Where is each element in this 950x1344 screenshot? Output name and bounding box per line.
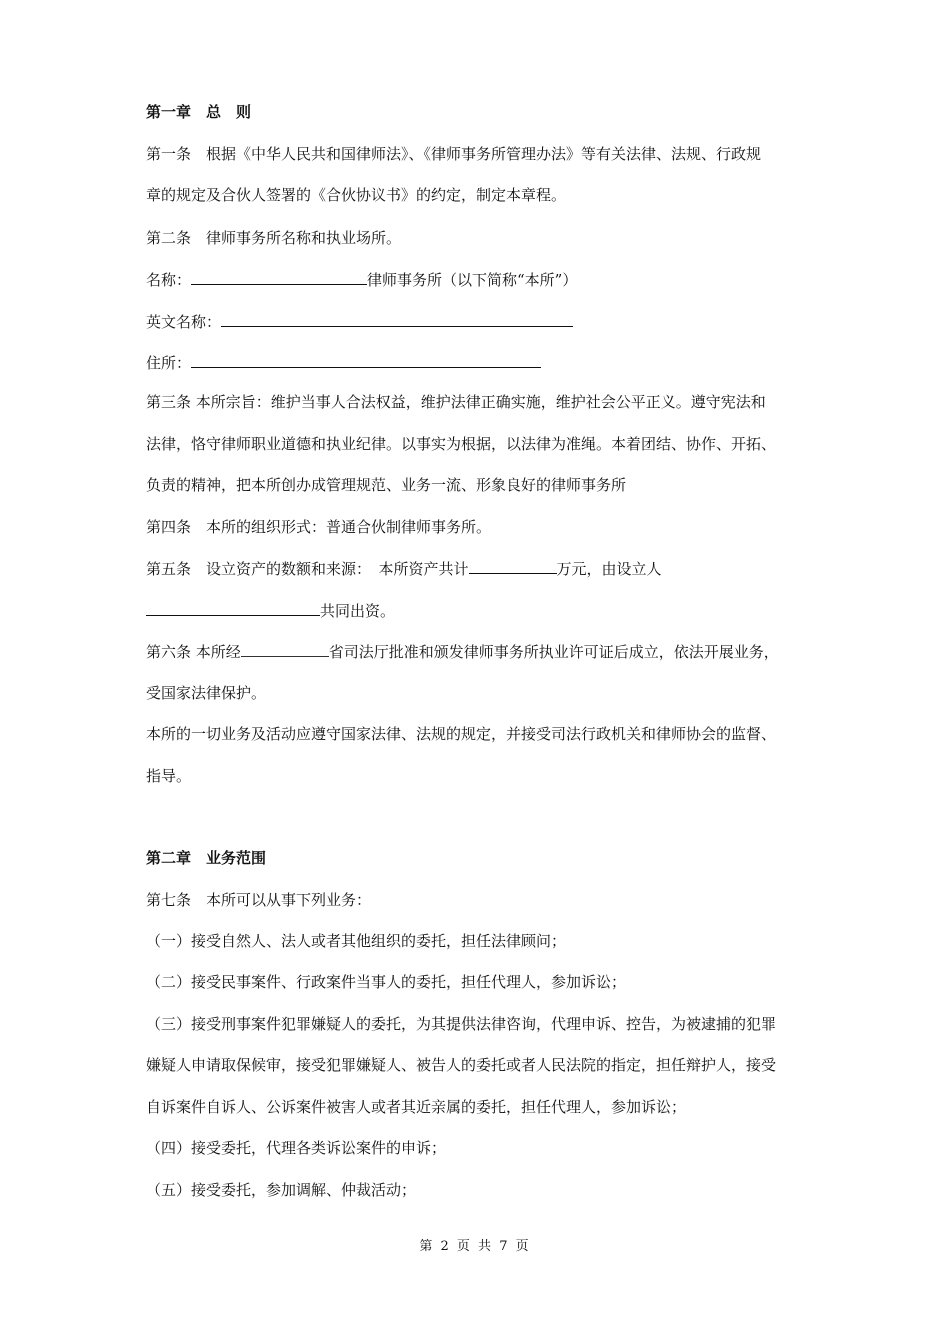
article-2: 第二条 律师事务所名称和执业场所。 xyxy=(146,229,402,247)
address-row xyxy=(146,352,541,373)
article-5-text: 第五条 设立资产的数额和来源： 本所资产共计 xyxy=(146,560,469,578)
asset-amount-blank[interactable] xyxy=(469,558,557,574)
business-item-3-line-3: 自诉案件自诉人、公诉案件被害人或者其近亲属的委托，担任代理人，参加诉讼； xyxy=(146,1098,687,1116)
english-name-blank[interactable] xyxy=(221,311,573,327)
address-blank[interactable] xyxy=(191,352,541,368)
article-5-line-2 xyxy=(146,600,395,621)
province-blank[interactable] xyxy=(241,641,329,657)
name-blank[interactable] xyxy=(191,269,367,285)
article-6-suffix: 省司法厅批准和颁发律师事务所执业许可证后成立，依法开展业务， xyxy=(328,643,779,661)
business-item-4: （四）接受委托，代理各类诉讼案件的申诉； xyxy=(146,1139,447,1157)
chapter-1-heading: 第一章 总 则 xyxy=(146,103,252,121)
article-5-suffix: 万元，由设立人 xyxy=(556,560,662,578)
name-row xyxy=(146,269,577,290)
article-3-line-1: 第三条 本所宗旨：维护当事人合法权益，维护法律正确实施，维护社会公平正义。遵守宪法和 xyxy=(146,393,766,411)
address-label: 住所： xyxy=(146,354,192,372)
article-7: 第七条 本所可以从事下列业务： xyxy=(146,891,372,909)
english-name-row xyxy=(146,311,573,332)
business-item-2: （二）接受民事案件、行政案件当事人的委托，担任代理人，参加诉讼； xyxy=(146,973,627,991)
business-item-1: （一）接受自然人、法人或者其他组织的委托，担任法律顾问； xyxy=(146,932,567,950)
chapter-2-heading: 第二章 业务范围 xyxy=(146,849,267,867)
article-3-line-2: 法律，恪守律师职业道德和执业纪律。以事实为根据，以法律为准绳。本着团结、协作、开拓、 xyxy=(146,435,777,453)
article-6-line-1 xyxy=(146,641,779,662)
english-name-label: 英文名称： xyxy=(146,313,222,331)
name-label: 名称： xyxy=(146,271,192,289)
business-item-5: （五）接受委托，参加调解、仲裁活动； xyxy=(146,1181,417,1199)
article-3-line-3: 负责的精神，把本所创办成管理规范、业务一流、形象良好的律师事务所 xyxy=(146,476,627,494)
founders-blank[interactable] xyxy=(146,600,320,616)
business-item-3-line-2: 嫌疑人申请取保候审，接受犯罪嫌疑人、被告人的委托或者人民法院的指定，担任辩护人，接受 xyxy=(146,1056,777,1074)
article-1-line-1: 第一条 根据《中华人民共和国律师法》、《律师事务所管理办法》等有关法律、法规、行政规 xyxy=(146,145,762,163)
page-number-footer: 第 2 页 共 7 页 xyxy=(419,1239,531,1254)
compliance-line-1: 本所的一切业务及活动应遵守国家法律、法规的规定，并接受司法行政机关和律师协会的监督、 xyxy=(146,725,777,743)
business-item-3-line-1: （三）接受刑事案件犯罪嫌疑人的委托，为其提供法律咨询，代理申诉、控告，为被逮捕的犯罪 xyxy=(146,1015,777,1033)
article-1-line-2: 章的规定及合伙人签署的《合伙协议书》的约定，制定本章程。 xyxy=(146,186,567,204)
article-6-line-2: 受国家法律保护。 xyxy=(146,684,267,702)
article-5-line-2-suffix: 共同出资。 xyxy=(320,602,396,620)
article-5-line-1 xyxy=(146,558,662,579)
article-4: 第四条 本所的组织形式：普通合伙制律师事务所。 xyxy=(146,518,492,536)
article-6-prefix: 第六条 本所经 xyxy=(146,643,241,661)
compliance-line-2: 指导。 xyxy=(146,767,192,785)
name-suffix: 律师事务所（以下简称“本所”） xyxy=(367,271,578,289)
